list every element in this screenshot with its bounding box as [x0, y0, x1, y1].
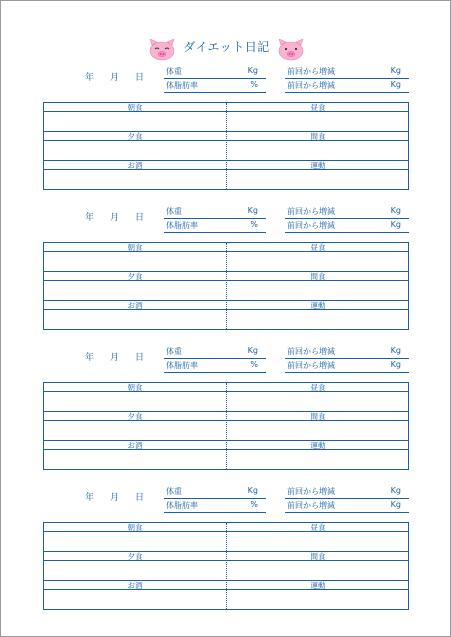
weight-change-field[interactable] — [285, 359, 409, 373]
weight-change-unit: Kg — [390, 360, 401, 369]
year-label: 年 — [85, 213, 95, 223]
exercise-label: 運動 — [310, 441, 326, 450]
weight-label: 体重 — [166, 67, 182, 76]
exercise-label: 運動 — [310, 301, 326, 310]
weight-change-label: 前回から増減 — [287, 221, 335, 230]
weight-change-label: 前回から増減 — [287, 361, 335, 370]
bodyfat-unit: % — [250, 80, 258, 89]
year-label: 年 — [85, 73, 95, 83]
alcohol-label: お酒 — [127, 161, 143, 170]
month-label: 月 — [110, 353, 120, 363]
month-label: 月 — [110, 73, 120, 83]
bodyfat-field[interactable] — [164, 79, 266, 93]
weight-change-unit: Kg — [390, 346, 401, 355]
exercise-label: 運動 — [310, 161, 326, 170]
lunch-label: 昼食 — [310, 243, 326, 252]
page-title: ダイエット日記 — [183, 40, 270, 54]
lunch-label: 昼食 — [310, 103, 326, 112]
meal-log-grid — [43, 382, 409, 470]
dinner-label: 夕食 — [127, 272, 143, 281]
pig-face-icon — [147, 39, 177, 61]
month-label: 月 — [110, 493, 120, 503]
bodyfat-field[interactable] — [164, 219, 266, 233]
weight-change-unit: Kg — [390, 220, 401, 229]
snack-label: 間食 — [310, 272, 326, 281]
column-divider — [226, 103, 227, 189]
weight-change-field[interactable] — [285, 499, 409, 513]
alcohol-label: お酒 — [127, 441, 143, 450]
snack-label: 間食 — [310, 552, 326, 561]
breakfast-label: 朝食 — [127, 383, 143, 392]
weight-change-field[interactable] — [285, 485, 409, 499]
weight-change-unit: Kg — [390, 66, 401, 75]
weight-change-field[interactable] — [285, 205, 409, 219]
weight-field[interactable] — [164, 485, 266, 499]
day-label: 日 — [135, 73, 145, 83]
weight-unit: Kg — [247, 66, 258, 75]
column-divider — [226, 523, 227, 609]
weight-change-field[interactable] — [285, 345, 409, 359]
weight-change-label: 前回から増減 — [287, 501, 335, 510]
weight-unit: Kg — [247, 206, 258, 215]
weight-change-label: 前回から増減 — [287, 81, 335, 90]
column-divider — [226, 383, 227, 469]
day-label: 日 — [135, 353, 145, 363]
weight-label: 体重 — [166, 207, 182, 216]
breakfast-label: 朝食 — [127, 103, 143, 112]
exercise-label: 運動 — [310, 581, 326, 590]
bodyfat-unit: % — [250, 500, 258, 509]
meal-log-grid — [43, 102, 409, 190]
weight-change-field[interactable] — [285, 79, 409, 93]
column-divider — [226, 243, 227, 329]
weight-change-unit: Kg — [390, 500, 401, 509]
snack-label: 間食 — [310, 132, 326, 141]
year-label: 年 — [85, 353, 95, 363]
year-label: 年 — [85, 493, 95, 503]
dinner-label: 夕食 — [127, 552, 143, 561]
bodyfat-label: 体脂肪率 — [166, 221, 198, 230]
bodyfat-field[interactable] — [164, 499, 266, 513]
weight-field[interactable] — [164, 65, 266, 79]
alcohol-label: お酒 — [127, 581, 143, 590]
diary-entry-3 — [1, 348, 451, 478]
weight-change-unit: Kg — [390, 486, 401, 495]
weight-unit: Kg — [247, 346, 258, 355]
bodyfat-field[interactable] — [164, 359, 266, 373]
weight-label: 体重 — [166, 487, 182, 496]
weight-change-label: 前回から増減 — [287, 347, 335, 356]
day-label: 日 — [135, 213, 145, 223]
bodyfat-unit: % — [250, 220, 258, 229]
breakfast-label: 朝食 — [127, 523, 143, 532]
weight-change-field[interactable] — [285, 65, 409, 79]
day-label: 日 — [135, 493, 145, 503]
bodyfat-label: 体脂肪率 — [166, 361, 198, 370]
diary-entry-1 — [1, 68, 451, 198]
month-label: 月 — [110, 213, 120, 223]
snack-label: 間食 — [310, 412, 326, 421]
bodyfat-label: 体脂肪率 — [166, 81, 198, 90]
bodyfat-label: 体脂肪率 — [166, 501, 198, 510]
weight-change-label: 前回から増減 — [287, 67, 335, 76]
weight-change-label: 前回から増減 — [287, 207, 335, 216]
bodyfat-unit: % — [250, 360, 258, 369]
weight-change-label: 前回から増減 — [287, 487, 335, 496]
meal-log-grid — [43, 242, 409, 330]
weight-field[interactable] — [164, 345, 266, 359]
alcohol-label: お酒 — [127, 301, 143, 310]
lunch-label: 昼食 — [310, 383, 326, 392]
diary-entry-4 — [1, 488, 451, 618]
dinner-label: 夕食 — [127, 132, 143, 141]
diary-entry-2 — [1, 208, 451, 338]
breakfast-label: 朝食 — [127, 243, 143, 252]
weight-change-field[interactable] — [285, 219, 409, 233]
weight-unit: Kg — [247, 486, 258, 495]
weight-field[interactable] — [164, 205, 266, 219]
weight-change-unit: Kg — [390, 206, 401, 215]
pig-face-icon — [276, 39, 306, 61]
meal-log-grid — [43, 522, 409, 610]
dinner-label: 夕食 — [127, 412, 143, 421]
lunch-label: 昼食 — [310, 523, 326, 532]
weight-change-unit: Kg — [390, 80, 401, 89]
weight-label: 体重 — [166, 347, 182, 356]
